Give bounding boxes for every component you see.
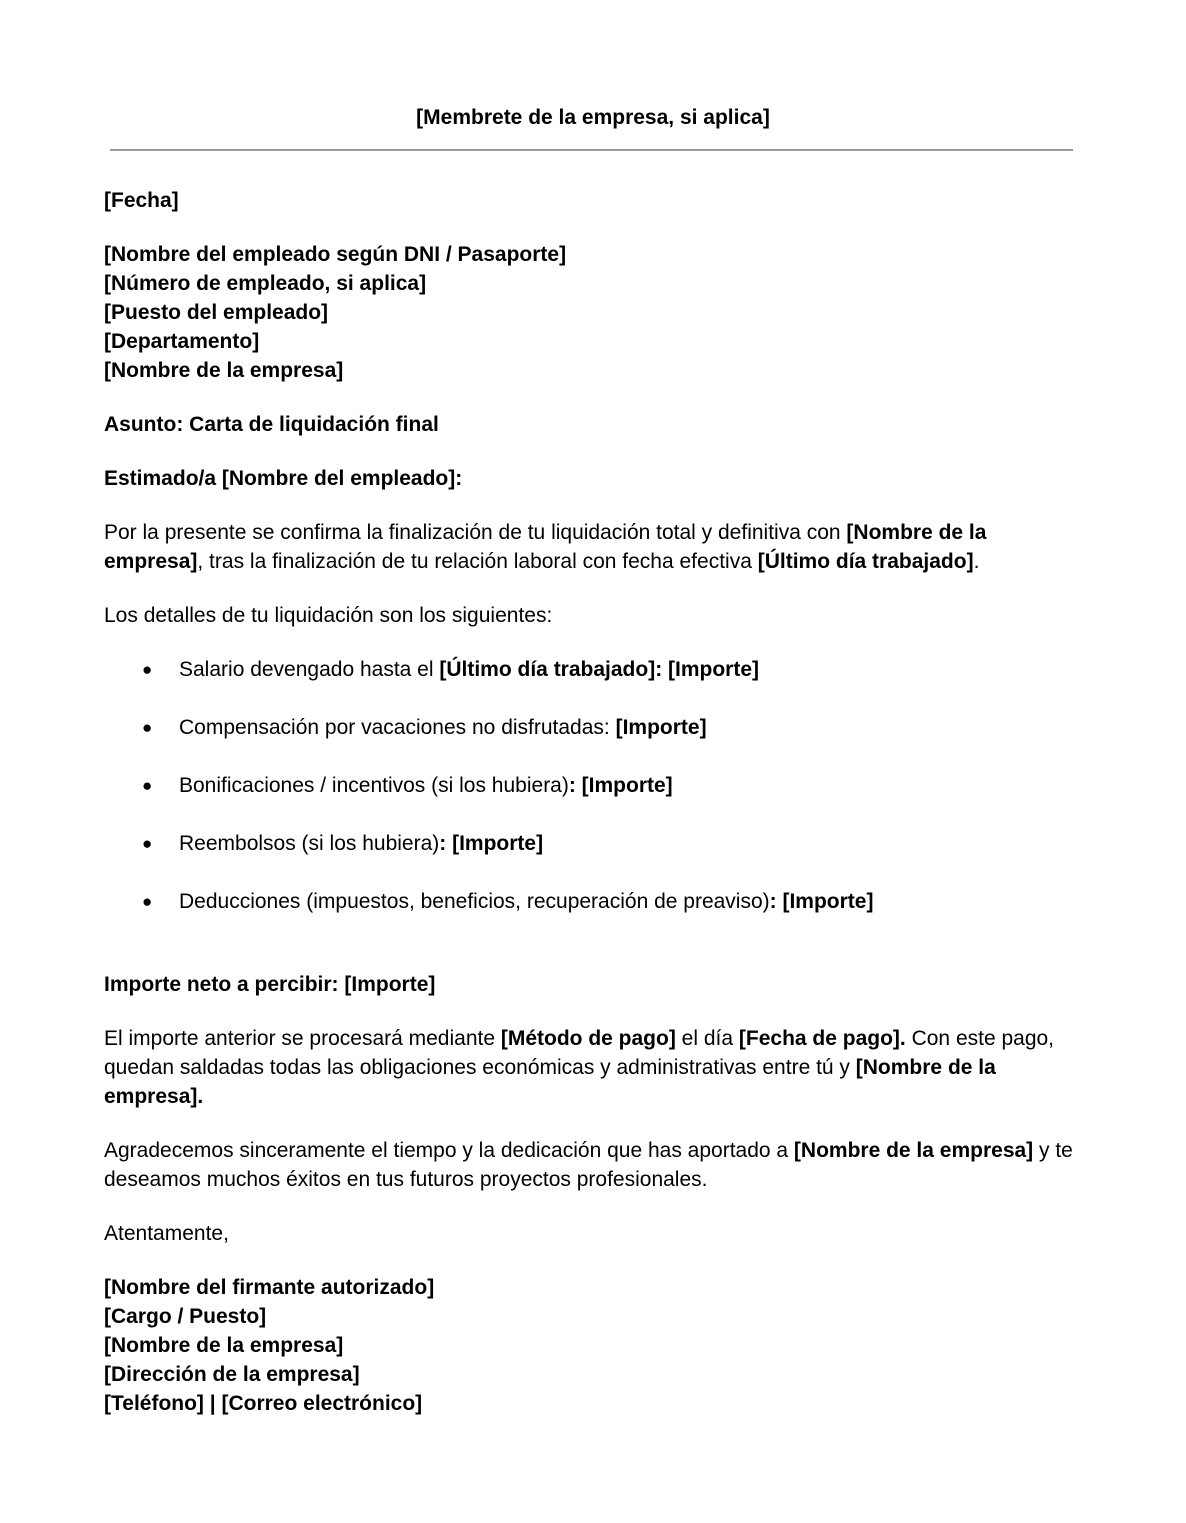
letterhead: [Membrete de la empresa, si aplica] bbox=[416, 106, 770, 129]
paragraph-text: Agradecemos sinceramente el tiempo y la dedicación que has aportado a bbox=[104, 1139, 794, 1162]
paragraph-text: Con este pago, quedan saldadas todas las obligaciones económicas y administrativas entre tú y bbox=[104, 1027, 1055, 1079]
thanks-paragraph bbox=[104, 1136, 1079, 1194]
item-amount: : [Importe] bbox=[568, 774, 673, 797]
item-amount: [Último día trabajado]: [Importe] bbox=[439, 658, 760, 681]
placeholder-company-name: [Nombre de la empresa]. bbox=[104, 1056, 996, 1108]
greeting: Estimado/a [Nombre del empleado]: bbox=[104, 467, 463, 490]
recipient-position: [Puesto del empleado] bbox=[104, 301, 329, 324]
net-amount-line: Importe neto a percibir: [Importe] bbox=[104, 973, 436, 996]
header-divider bbox=[110, 149, 1073, 151]
bullet-icon: ● bbox=[142, 660, 153, 679]
signer-company: [Nombre de la empresa] bbox=[104, 1334, 344, 1357]
date-line: [Fecha] bbox=[104, 189, 179, 212]
bullet-icon: ● bbox=[142, 834, 153, 853]
placeholder-company-name: [Nombre de la empresa] bbox=[104, 521, 987, 573]
item-text: Salario devengado hasta el bbox=[179, 658, 440, 681]
recipient-employee-number: [Número de empleado, si aplica] bbox=[104, 272, 427, 295]
item-amount: : [Importe] bbox=[439, 832, 544, 855]
paragraph-text: , tras la finalización de tu relación laboral con fecha efectiva bbox=[197, 550, 758, 573]
subject-line: Asunto: Carta de liquidación final bbox=[104, 413, 439, 436]
item-text: Compensación por vacaciones no disfrutadas: bbox=[179, 716, 616, 739]
signer-name: [Nombre del firmante autorizado] bbox=[104, 1276, 435, 1299]
item-text: Deducciones (impuestos, beneficios, recuperación de preaviso) bbox=[179, 890, 770, 913]
details-intro: Los detalles de tu liquidación son los siguientes: bbox=[104, 604, 553, 627]
paragraph-text: El importe anterior se procesará mediante bbox=[104, 1027, 501, 1050]
item-text: Bonificaciones / incentivos (si los hubiera) bbox=[179, 774, 569, 797]
placeholder-payment-method: [Método de pago] bbox=[500, 1027, 676, 1050]
settlement-details-list-wrap bbox=[104, 655, 1079, 916]
confirmation-paragraph bbox=[104, 518, 1079, 576]
item-amount: [Importe] bbox=[615, 716, 707, 739]
placeholder-company-name: [Nombre de la empresa] bbox=[793, 1139, 1034, 1162]
signature-block bbox=[104, 1273, 1079, 1418]
settlement-details-list bbox=[104, 655, 1079, 916]
recipient-company: [Nombre de la empresa] bbox=[104, 359, 344, 382]
paragraph-text: el día bbox=[675, 1027, 739, 1050]
paragraph-text: y te deseamos muchos éxitos en tus futuros proyectos profesionales. bbox=[104, 1139, 1073, 1191]
list-item bbox=[104, 829, 1079, 858]
payment-paragraph bbox=[104, 1024, 1079, 1111]
list-item bbox=[104, 713, 1079, 742]
placeholder-last-day: [Último día trabajado] bbox=[757, 550, 974, 573]
bullet-icon: ● bbox=[142, 776, 153, 795]
paragraph-text: Por la presente se confirma la finalización de tu liquidación total y definitiva con bbox=[104, 521, 847, 544]
item-text: Reembolsos (si los hubiera) bbox=[179, 832, 440, 855]
closing: Atentamente, bbox=[104, 1222, 229, 1245]
bullet-icon: ● bbox=[142, 892, 153, 911]
list-item bbox=[104, 655, 1079, 684]
list-item bbox=[104, 887, 1079, 916]
signer-title: [Cargo / Puesto] bbox=[104, 1305, 267, 1328]
recipient-name: [Nombre del empleado según DNI / Pasaporte] bbox=[104, 243, 567, 266]
letter-body bbox=[104, 186, 1079, 1443]
signer-address: [Dirección de la empresa] bbox=[104, 1363, 360, 1386]
item-amount: : [Importe] bbox=[769, 890, 874, 913]
paragraph-text: . bbox=[973, 550, 980, 573]
recipient-department: [Departamento] bbox=[104, 330, 260, 353]
recipient-block bbox=[104, 240, 1079, 385]
placeholder-payment-date: [Fecha de pago]. bbox=[738, 1027, 906, 1050]
signer-contact: [Teléfono] | [Correo electrónico] bbox=[104, 1392, 423, 1415]
bullet-icon: ● bbox=[142, 718, 153, 737]
list-item bbox=[104, 771, 1079, 800]
